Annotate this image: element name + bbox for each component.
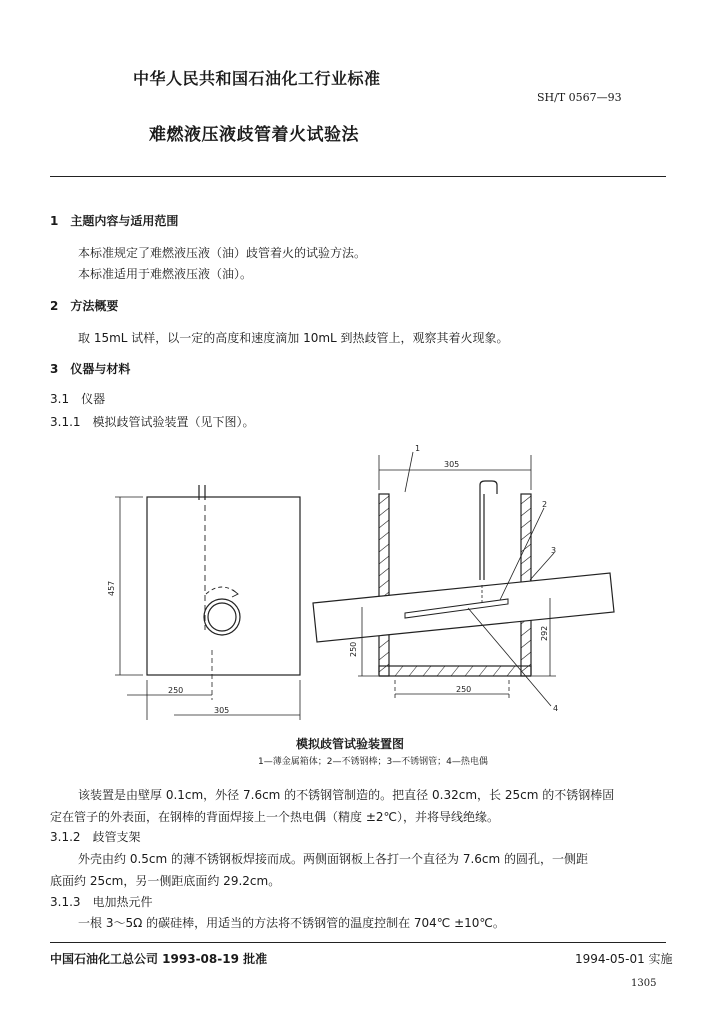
paragraph-3-1-2-line-1: 外壳由约 0.5cm 的薄不锈钢板焊接而成。两侧面钢板上各打一个直径为 7.6cm 的圆孔，一侧距 <box>78 852 589 866</box>
figure-caption: 模拟歧管试验装置图 <box>296 737 405 751</box>
dim-305-left-label: 305 <box>214 706 230 715</box>
paragraph-3-1-3: 一根 3～5Ω 的碳硅棒，用适当的方法将不锈钢管的温度控制在 704℃ ±10℃。 <box>78 916 505 930</box>
section-1-heading: 1 主题内容与适用范围 <box>50 214 179 228</box>
dim-250-inner-v-label: 250 <box>349 641 358 657</box>
standard-org-heading: 中华人民共和国石油化工行业标准 <box>133 69 381 88</box>
effective-date: 1994-05-01 实施 <box>575 952 673 966</box>
dim-457-label: 457 <box>107 580 116 596</box>
leader-3 <box>530 553 554 580</box>
section-3-1-2-heading: 3.1.2 歧管支架 <box>50 830 141 844</box>
paragraph-3-1-1-line-2: 定在管子的外表面，在钢棒的背面焊接上一个热电偶（精度 ±2℃），并将导线绝缘。 <box>50 810 499 824</box>
dim-250-left-label: 250 <box>168 686 184 695</box>
drip-tube-hook <box>480 481 497 494</box>
callout-4: 4 <box>553 704 559 713</box>
figure-legend: 1—薄金属箱体；2—不锈钢棒；3—不锈钢管；4—热电偶 <box>258 757 488 767</box>
dim-305-top-label: 305 <box>444 460 460 469</box>
section-3-1-heading: 3.1 仪器 <box>50 392 106 406</box>
section-3-1-1-heading: 3.1.1 模拟歧管试验装置（见下图）。 <box>50 415 255 429</box>
document-title: 难燃液压液歧管着火试验法 <box>149 125 359 145</box>
section-2-heading: 2 方法概要 <box>50 299 119 313</box>
paragraph-3-1-2-line-2: 底面约 25cm，另一侧距底面约 29.2cm。 <box>50 874 281 888</box>
section-3-heading: 3 仪器与材料 <box>50 362 131 376</box>
standard-code: SH/T 0567—93 <box>537 91 622 104</box>
page-number: 1305 <box>631 978 657 989</box>
callout-3: 3 <box>551 546 557 555</box>
front-view <box>115 485 300 720</box>
section-2-paragraph: 取 15mL 试样，以一定的高度和速度滴加 10mL 到热歧管上，观察其着火现象。 <box>78 331 509 345</box>
section-1-paragraph-1: 本标准规定了难燃液压液（油）歧管着火的试验方法。 <box>78 246 367 260</box>
callout-2: 2 <box>542 500 548 509</box>
dim-250-bottom-label: 250 <box>456 685 472 694</box>
section-3-1-3-heading: 3.1.3 电加热元件 <box>50 895 153 909</box>
callout-1: 1 <box>415 444 421 453</box>
section-view <box>313 452 614 706</box>
approval-line: 中国石油化工总公司 1993-08-19 批准 <box>50 952 268 966</box>
front-view-hole-outer <box>204 599 240 635</box>
dim-292-label: 292 <box>540 625 549 641</box>
paragraph-3-1-1-line-1: 该装置是由壁厚 0.1cm，外径 7.6cm 的不锈钢管制造的。把直径 0.32cm，长 25cm 的不锈钢棒固 <box>78 788 615 802</box>
section-1-paragraph-2: 本标准适用于难燃液压液（油）。 <box>78 267 253 281</box>
footer-rule <box>50 942 666 943</box>
front-view-box <box>147 497 300 675</box>
front-view-hole-inner <box>208 603 236 631</box>
leader-1 <box>405 452 413 492</box>
